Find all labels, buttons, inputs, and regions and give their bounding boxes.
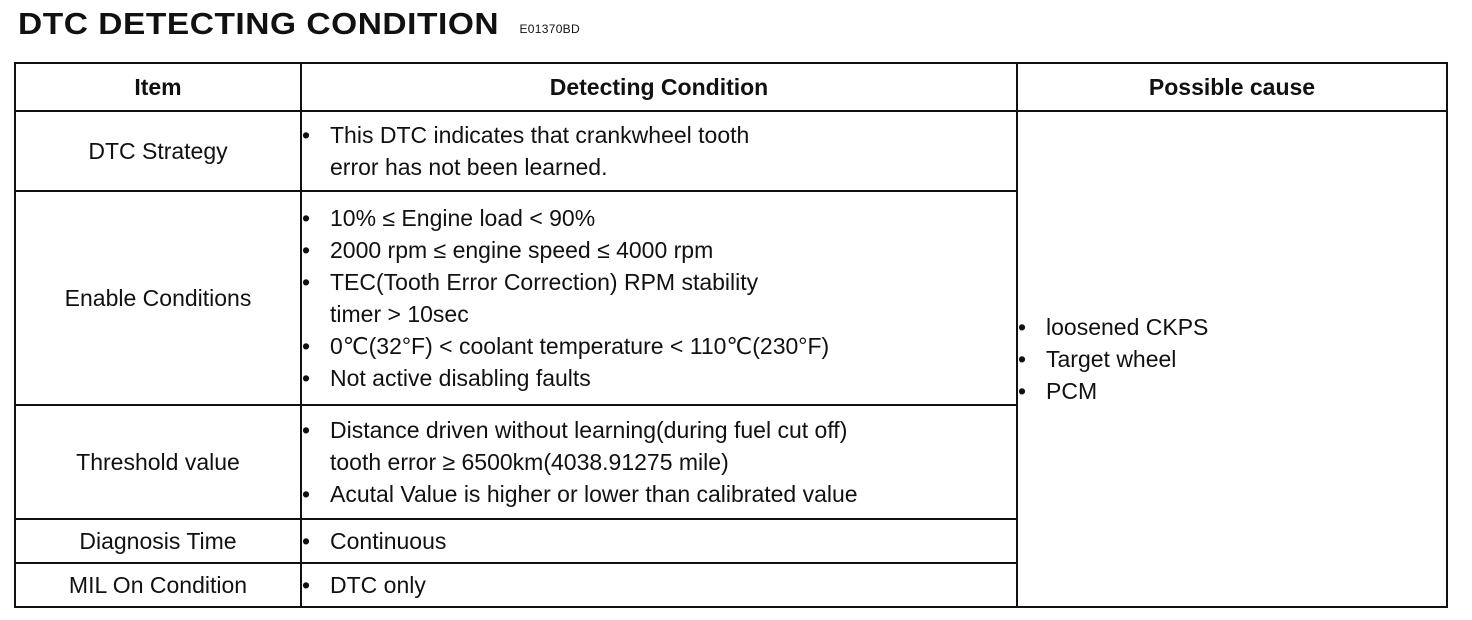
condition-item: • 10% ≤ Engine load < 90% — [302, 202, 1016, 234]
row-condition-cell — [301, 563, 1017, 607]
cause-item: • Target wheel — [1018, 343, 1446, 375]
condition-item: • DTC only — [302, 569, 1016, 601]
condition-list — [302, 569, 1016, 601]
row-item-label: MIL On Condition — [15, 563, 301, 607]
title-row — [18, 2, 580, 46]
column-header-cause: Possible cause — [1017, 63, 1447, 111]
condition-list — [302, 202, 1016, 394]
column-header-condition: Detecting Condition — [301, 63, 1017, 111]
possible-cause-cell — [1017, 111, 1447, 607]
condition-item: • Continuous — [302, 525, 1016, 557]
row-item-label: Enable Conditions — [15, 191, 301, 405]
row-condition-cell — [301, 519, 1017, 563]
row-item-label: Diagnosis Time — [15, 519, 301, 563]
cause-list — [1018, 311, 1446, 407]
row-condition-cell — [301, 405, 1017, 519]
dtc-condition-table — [14, 62, 1448, 608]
condition-item: • 2000 rpm ≤ engine speed ≤ 4000 rpm — [302, 234, 1016, 266]
condition-list — [302, 525, 1016, 557]
column-header-item: Item — [15, 63, 301, 111]
condition-list — [302, 414, 1016, 510]
row-item-label: DTC Strategy — [15, 111, 301, 191]
condition-item: • This DTC indicates that crankwheel tooth error has not been learned. — [302, 119, 1016, 183]
condition-item: • 0℃(32°F) < coolant temperature < 110℃(230°F) — [302, 330, 1016, 362]
cause-item: • loosened CKPS — [1018, 311, 1446, 343]
document-code: E01370BD — [519, 22, 580, 36]
cause-item: • PCM — [1018, 375, 1446, 407]
table-header-row — [15, 63, 1447, 111]
row-item-label: Threshold value — [15, 405, 301, 519]
condition-list — [302, 119, 1016, 183]
row-condition-cell — [301, 191, 1017, 405]
row-condition-cell — [301, 111, 1017, 191]
condition-item: • Acutal Value is higher or lower than calibrated value — [302, 478, 1016, 510]
condition-item: • Not active disabling faults — [302, 362, 1016, 394]
condition-item: • Distance driven without learning(during fuel cut off) tooth error ≥ 6500km(4038.91275 mile) — [302, 414, 1016, 478]
condition-item: • TEC(Tooth Error Correction) RPM stability timer > 10sec — [302, 266, 1016, 330]
page-title: DTC DETECTING CONDITION — [18, 6, 500, 41]
table-row — [15, 111, 1447, 191]
